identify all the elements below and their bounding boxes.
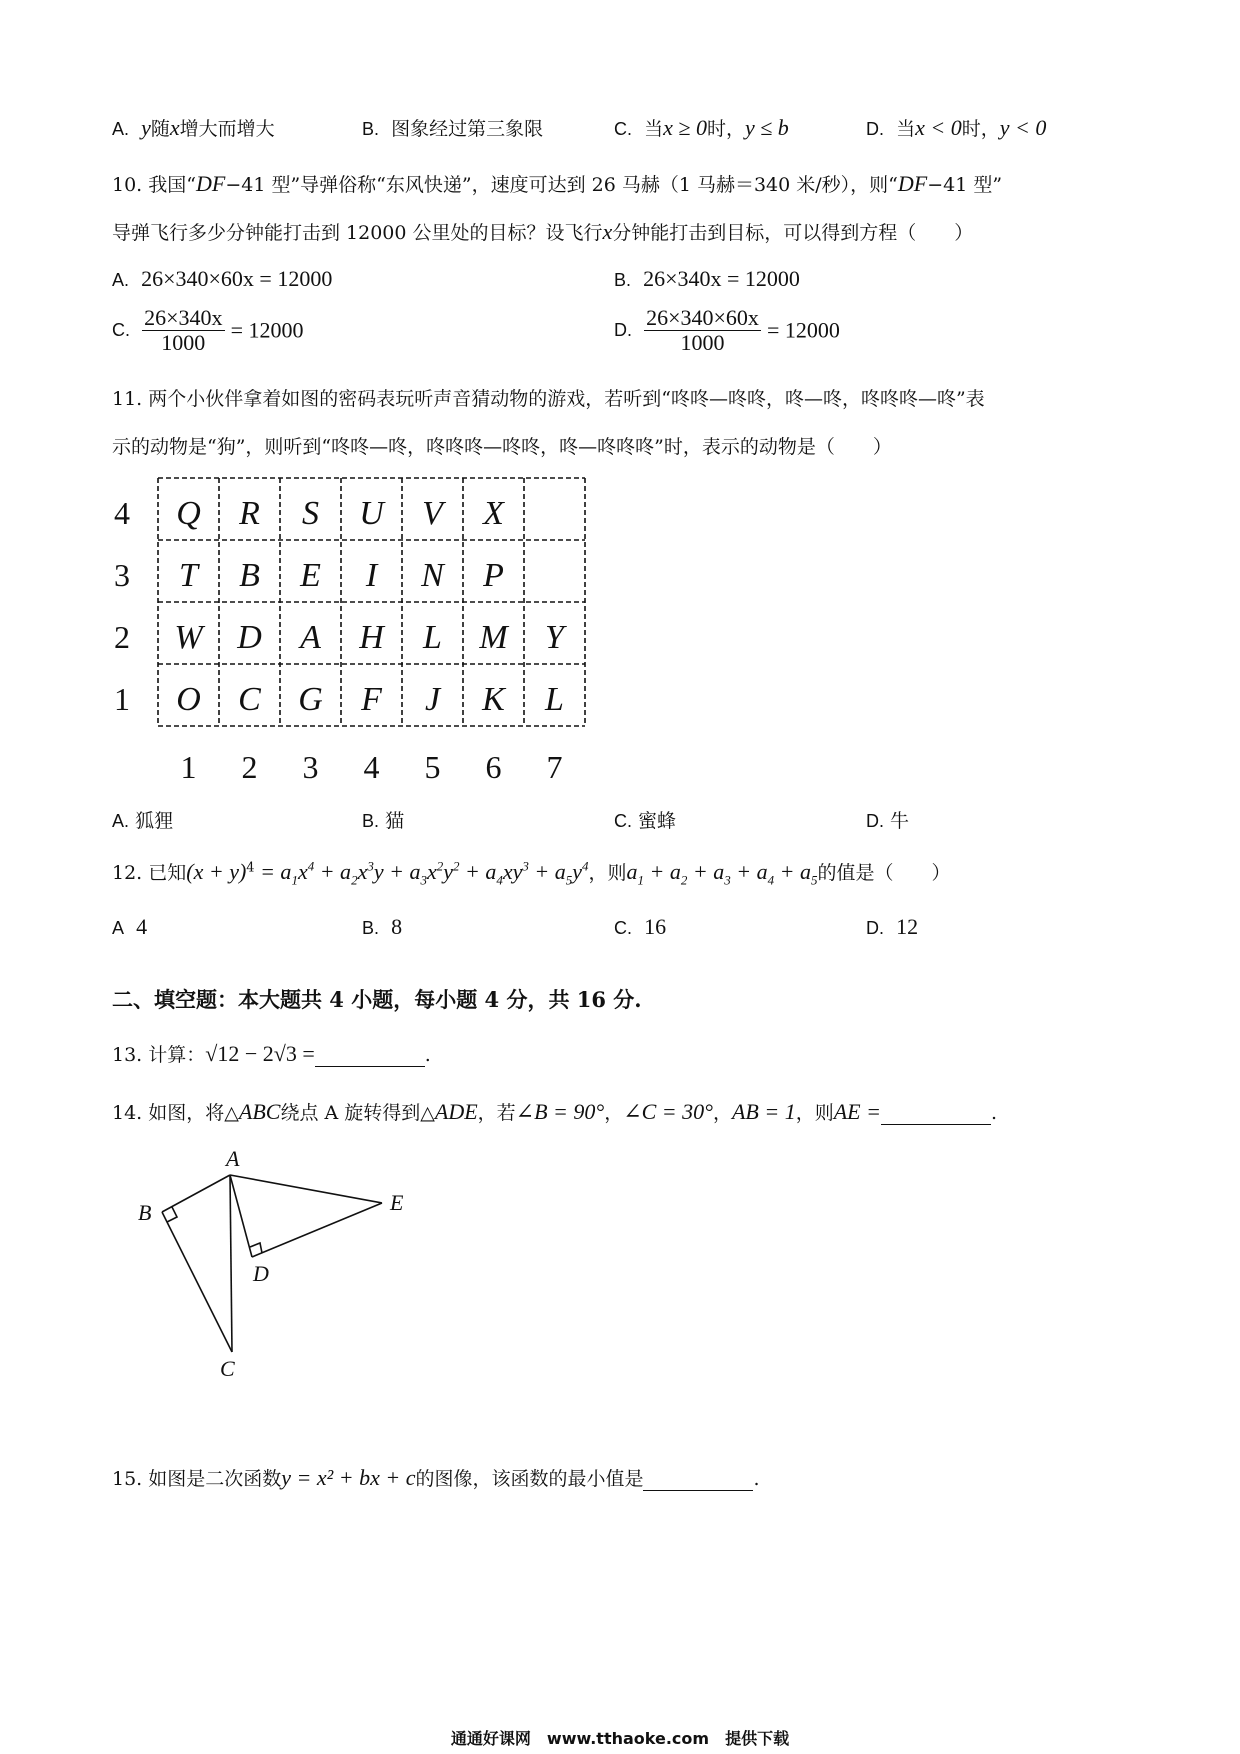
grid-letter: L	[423, 619, 442, 656]
grid-letter: N	[421, 557, 444, 594]
grid-letter: J	[424, 681, 441, 718]
segment-ae	[230, 1175, 382, 1203]
label-d: D	[253, 1261, 269, 1286]
grid-letter: I	[365, 557, 378, 594]
grid-letter: D	[237, 619, 262, 656]
q11-option-c: C. 蜜蜂	[614, 810, 677, 832]
grid-letter: Q	[176, 495, 201, 532]
grid-letter: H	[359, 619, 384, 656]
q11-stem-line1: 11. 两个小伙伴拿着如图的密码表玩听声音猜动物的游戏，若听到“咚咚—咚咚，咚—咚，咚咚咚—咚”表	[112, 388, 985, 410]
grid-letter: R	[239, 495, 260, 532]
q9-option-c: C. 当x ≥ 0时，y ≤ b	[614, 115, 789, 140]
q12-option-b: B. 8	[362, 914, 403, 939]
grid-letter: F	[361, 681, 382, 718]
row-label: 1	[114, 681, 130, 717]
q9-option-d: D. 当x < 0时，y < 0	[866, 115, 1047, 140]
col-label: 7	[546, 749, 563, 785]
q10-option-c: C. $\frac{26\times 340x}{1000}$ = 12000	[112, 305, 304, 355]
q11-stem-line2: 示的动物是“狗”，则听到“咚咚—咚，咚咚咚—咚咚，咚—咚咚咚”时，表示的动物是（ ）	[112, 436, 892, 458]
segment-ab	[162, 1175, 230, 1212]
q9-option-a: A. y随x增大而增大	[112, 115, 275, 140]
col-label: 4	[363, 749, 380, 785]
grid-letter: A	[300, 619, 321, 656]
segment-bc	[162, 1212, 232, 1352]
grid-letter: B	[239, 557, 260, 594]
grid-letter: Y	[545, 619, 564, 656]
q10-stem-line1: 10. 我国“DF−41 型”导弹俗称“东风快递”，速度可达到 26 马赫（1 马赫＝340 米/秒），则“DF−41 型”	[112, 171, 1003, 196]
col-label: 6	[485, 749, 502, 785]
q10-option-d: D. $\frac{26\times 340\times 60x}{1000}$ = 12000	[614, 305, 840, 355]
label-e: E	[390, 1190, 404, 1215]
grid-letter: U	[359, 495, 384, 532]
q10-option-b: B. 26×340x = 12000	[614, 266, 800, 291]
answer-blank[interactable]	[643, 1468, 753, 1491]
grid-letter: T	[179, 557, 198, 594]
q12-option-a: A 4	[112, 914, 148, 939]
col-label: 5	[424, 749, 441, 785]
grid-letter: C	[238, 681, 261, 718]
q10-option-a: A. 26×340×60x = 12000	[112, 266, 333, 291]
grid-letter: X	[483, 495, 504, 532]
grid-letters	[174, 495, 567, 718]
grid-letter: K	[482, 681, 505, 718]
right-angle-d	[250, 1243, 262, 1253]
q11-option-b: B. 猫	[362, 810, 405, 832]
label-c: C	[220, 1356, 235, 1380]
q11-option-a: A. 狐狸	[112, 810, 174, 832]
grid-letter: E	[300, 557, 321, 594]
grid-letter: G	[298, 681, 323, 718]
q14-stem: 14. 如图，将△ABC绕点 A 旋转得到△ADE，若∠B = 90°，∠C = 30°，AB = 1，则AE = .	[112, 1099, 998, 1124]
grid-letter: W	[174, 619, 203, 656]
grid-letter: S	[302, 495, 319, 532]
grid-letter: V	[422, 495, 443, 532]
grid-letter: M	[479, 619, 508, 656]
col-label: 3	[302, 749, 319, 785]
segment-ac	[230, 1175, 232, 1352]
answer-blank[interactable]	[315, 1044, 425, 1067]
answer-blank[interactable]	[881, 1102, 991, 1125]
label-a: A	[226, 1146, 240, 1171]
triangle-figure	[120, 1140, 440, 1380]
q13-stem: 13. 计算：√12 − 2√3 = .	[112, 1041, 431, 1066]
grid-letter: L	[545, 681, 564, 718]
q12-stem: 12. 已知$(x + y)^4 = a_1x^4 + a_2x^3y + a_3x^2y^2 + a_4xy^3 + a_5y^4$，则$a_1 + a_2 + a_3 + a_4 + a_5$的值是（ ）	[112, 858, 951, 888]
option-label: A.	[112, 119, 130, 139]
fraction: $\frac{26\times 340x}{1000}$	[144, 305, 223, 355]
q12-option-d: D. 12	[866, 914, 919, 939]
footer-source: 通通好课网 www.tthaoke.com 提供下载	[450, 1729, 790, 1748]
row-label: 3	[114, 557, 130, 593]
row-label: 4	[114, 495, 130, 531]
q12-option-c: C. 16	[614, 914, 667, 939]
col-label: 1	[180, 749, 197, 785]
col-labels	[181, 749, 563, 785]
grid-letter: P	[483, 557, 504, 594]
code-grid-figure	[110, 470, 600, 800]
segment-de	[252, 1203, 382, 1257]
q9-option-b: B. 图象经过第三象限	[362, 118, 544, 140]
q15-stem: 15. 如图是二次函数y = x² + bx + c的图像，该函数的最小值是 .	[112, 1465, 760, 1490]
segment-ad	[230, 1175, 252, 1257]
q10-stem-line2: 导弹飞行多少分钟能打击到 12000 公里处的目标？设飞行x分钟能打击到目标，可以得到方程（ ）	[112, 219, 974, 244]
section-title: 二、填空题：本大题共 4 小题，每小题 4 分，共 16 分.	[112, 987, 642, 1012]
label-b: B	[138, 1200, 152, 1225]
grid-letter: O	[176, 681, 201, 718]
fraction: $\frac{26\times 340\times 60x}{1000}$	[646, 305, 759, 355]
row-labels	[114, 495, 130, 717]
q11-option-d: D. 牛	[866, 810, 910, 832]
row-label: 2	[114, 619, 130, 655]
col-label: 2	[241, 749, 258, 785]
